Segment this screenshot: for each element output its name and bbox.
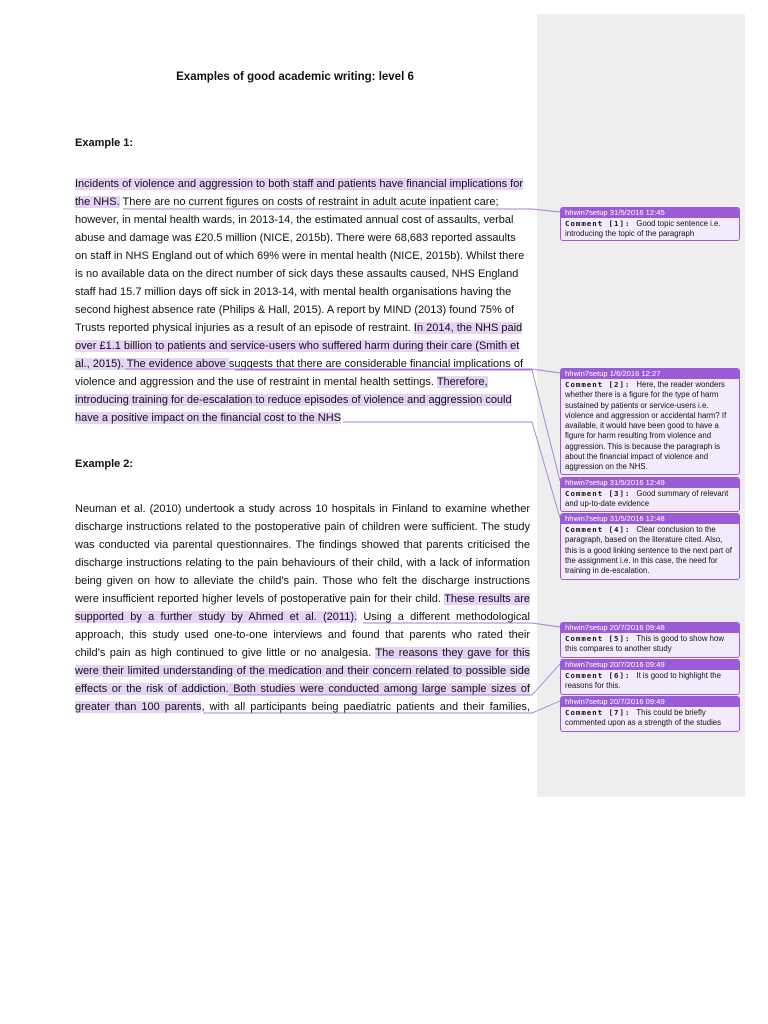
- commented-text: Incidents of violence and aggression to both staff and patients have financial implications for: [75, 178, 524, 190]
- commented-text: The reasons they gave for this: [375, 647, 530, 659]
- commented-text: supported by a further study by Ahmed et al. (2011).: [75, 611, 358, 623]
- body-text: on staff in NHS England out of which 69% were in mental health (NICE, 2015b). Whilst there: [75, 250, 525, 262]
- comment-author: hhwin7setup: [565, 623, 608, 632]
- commented-text: Therefore,: [436, 376, 488, 388]
- text-line: [75, 229, 524, 247]
- body-text: Trusts reported physical injuries as a result of an episode of restraint.: [75, 322, 414, 334]
- comment-text: It is good to highlight the reasons for this.: [565, 671, 721, 691]
- commented-text: In 2014, the NHS paid: [413, 322, 523, 334]
- text-line: [75, 536, 530, 554]
- comment-date: 20/7/2016 09:48: [609, 623, 665, 632]
- commented-text: introducing training for de-escalation to reduce episodes of violence and aggression could: [75, 394, 512, 406]
- example-2-heading: Example 2:: [75, 458, 134, 470]
- body-text: suggests that there are considerable financial implications of: [228, 358, 524, 370]
- commented-text: These results are: [444, 593, 530, 605]
- body-text: abuse and damage was £20.5 million (NICE, 2015b). There were 68,683 reported assaults: [75, 232, 516, 244]
- example-2-paragraph: [75, 500, 530, 716]
- comment-header: [561, 697, 739, 707]
- body-text: second highest absence rate (Philips & Hall, 2015). A report by MIND (2013) found 75% of: [75, 304, 515, 316]
- body-text: discharge instructions related to the postoperative pain of children were sufficient. The study: [75, 521, 530, 533]
- comment-header: [561, 369, 739, 379]
- comment-date: 31/5/2016 12:49: [609, 478, 665, 487]
- body-text: is no available data on the direct number of sick days these assaults caused, NHS England: [75, 268, 519, 280]
- text-line: [75, 608, 530, 626]
- comment-body: [561, 670, 739, 693]
- commented-text: al., 2015).: [75, 358, 124, 370]
- body-text: being given on how to alleviate the child’s pain. Those who felt the discharge instructions: [75, 575, 530, 587]
- text-line: [75, 283, 524, 301]
- text-line: [75, 500, 530, 518]
- text-line: [75, 662, 530, 680]
- comment-date: 1/6/2016 12:27: [609, 369, 661, 378]
- commented-text: were their limited understanding of the medication and their concern related to possible side: [75, 665, 530, 677]
- comment-header: [561, 478, 739, 488]
- comment-label: Comment [4]:: [565, 525, 631, 534]
- comment-balloon[interactable]: [560, 477, 740, 512]
- comment-text: This is good to show how this compares to another study: [565, 634, 724, 654]
- comment-body: [561, 218, 739, 241]
- comment-balloon[interactable]: [560, 659, 740, 695]
- body-text: staff had 15.7 million days off sick in 2013-14, with mental health organisations having the: [75, 286, 512, 298]
- comment-date: 20/7/2016 09:49: [609, 697, 665, 706]
- commented-text: greater than 100 parents: [75, 701, 202, 713]
- text-line: [75, 626, 530, 644]
- text-line: [75, 175, 524, 193]
- commented-text: have a positive impact on the financial cost to the NHS: [75, 412, 341, 424]
- comment-header: [561, 514, 739, 524]
- commented-text: Both studies were conducted among large sample sizes of: [228, 683, 530, 695]
- text-line: [75, 373, 524, 391]
- commented-text: effects or the risk of addiction.: [75, 683, 229, 695]
- body-text: discharge instructions relating to the pain behaviours of their child, with a lack of information: [75, 557, 530, 569]
- text-line: [75, 698, 530, 716]
- document-title: Examples of good academic writing: level 6: [176, 71, 414, 83]
- comment-author: hhwin7setup: [565, 514, 608, 523]
- text-line: [75, 337, 524, 355]
- body-text: Neuman et al. (2010) undertook a study across 10 hospitals in Finland to examine whether: [75, 503, 530, 515]
- commented-text: the NHS.: [75, 196, 120, 208]
- body-text: , with all participants being paediatric patients and their families,: [201, 701, 530, 713]
- comment-body: [561, 633, 739, 656]
- text-line: [75, 211, 524, 229]
- comment-author: hhwin7setup: [565, 369, 608, 378]
- comment-body: [561, 488, 739, 511]
- comment-balloon[interactable]: [560, 696, 740, 732]
- text-line: [75, 590, 530, 608]
- text-line: [75, 265, 524, 283]
- comment-body: [561, 707, 739, 730]
- comment-author: hhwin7setup: [565, 478, 608, 487]
- comment-date: 31/5/2016 12:45: [609, 208, 665, 217]
- body-text: however, in mental health wards, in 2013-14, the estimated annual cost of assaults, verbal: [75, 214, 514, 226]
- comment-label: Comment [1]:: [565, 219, 631, 228]
- text-line: [75, 554, 530, 572]
- comment-author: hhwin7setup: [565, 697, 608, 706]
- text-line: [75, 193, 524, 211]
- comment-label: Comment [5]:: [565, 634, 631, 643]
- comment-author: hhwin7setup: [565, 208, 608, 217]
- comment-balloon[interactable]: [560, 622, 740, 658]
- body-text: violence and aggression and the use of restraint in mental health settings.: [75, 376, 437, 388]
- body-text: child’s pain as high continued to give little or no analgesia.: [75, 647, 376, 659]
- comment-text: Clear conclusion to the paragraph, based on the literature cited. Also, this is a good linking sentence to the next part of the assignment i.e. in this case, the need for training in de-escalation.: [565, 525, 732, 576]
- comment-header: [561, 623, 739, 633]
- comment-date: 20/7/2016 09:49: [609, 660, 665, 669]
- comment-text: Good topic sentence i.e. introducing the topic of the paragraph: [565, 219, 721, 239]
- body-text: were insufficient reported higher levels of postoperative pain for their child.: [75, 593, 445, 605]
- comment-balloon[interactable]: [560, 207, 740, 241]
- comment-text: This could be briefly commented upon as a strength of the studies: [565, 708, 722, 728]
- text-line: [75, 301, 524, 319]
- comment-balloon[interactable]: [560, 513, 740, 580]
- example-1-heading: Example 1:: [75, 137, 134, 149]
- comment-text: Here, the reader wonders whether there is a figure for the type of harm sustained by patients or service-users i.e. violence and aggression or accidental harm? If available, it would have been good to have a figure for harm resulting from violence and aggression. This is because the paragraph is about the financial impact of violence and aggression on the NHS.: [565, 380, 727, 472]
- comment-header: [561, 208, 739, 218]
- text-line: [75, 247, 524, 265]
- text-line: [75, 572, 530, 590]
- body-text: was conducted via parental questionnaires. The findings showed that parents criticised the: [75, 539, 530, 551]
- comment-body: [561, 379, 739, 474]
- text-line: [75, 391, 524, 409]
- text-line: [75, 644, 530, 662]
- body-text: approach, this study used one-to-one interviews and found that parents who rated their: [75, 629, 530, 641]
- comment-label: Comment [2]:: [565, 380, 631, 389]
- text-line: [75, 680, 530, 698]
- comment-balloon[interactable]: [560, 368, 740, 475]
- body-text: Using a different methodological: [357, 611, 530, 623]
- comment-author: hhwin7setup: [565, 660, 608, 669]
- commented-text: over £1.1 billion to patients and service-users who suffered harm during their care (Smith et: [75, 340, 520, 352]
- comment-date: 31/5/2016 12:48: [609, 514, 665, 523]
- commented-text: The evidence above: [123, 358, 229, 370]
- text-line: [75, 355, 524, 373]
- comment-label: Comment [3]:: [565, 489, 631, 498]
- comment-text: Good summary of relevant and up-to-date evidence: [565, 489, 729, 509]
- text-line: [75, 319, 524, 337]
- text-line: [75, 409, 524, 427]
- comment-header: [561, 660, 739, 670]
- body-text: There are no current figures on costs of restraint in adult acute inpatient care;: [119, 196, 499, 208]
- text-line: [75, 518, 530, 536]
- comment-label: Comment [6]:: [565, 671, 631, 680]
- comment-label: Comment [7]:: [565, 708, 631, 717]
- example-1-paragraph: [75, 175, 524, 427]
- comment-body: [561, 524, 739, 577]
